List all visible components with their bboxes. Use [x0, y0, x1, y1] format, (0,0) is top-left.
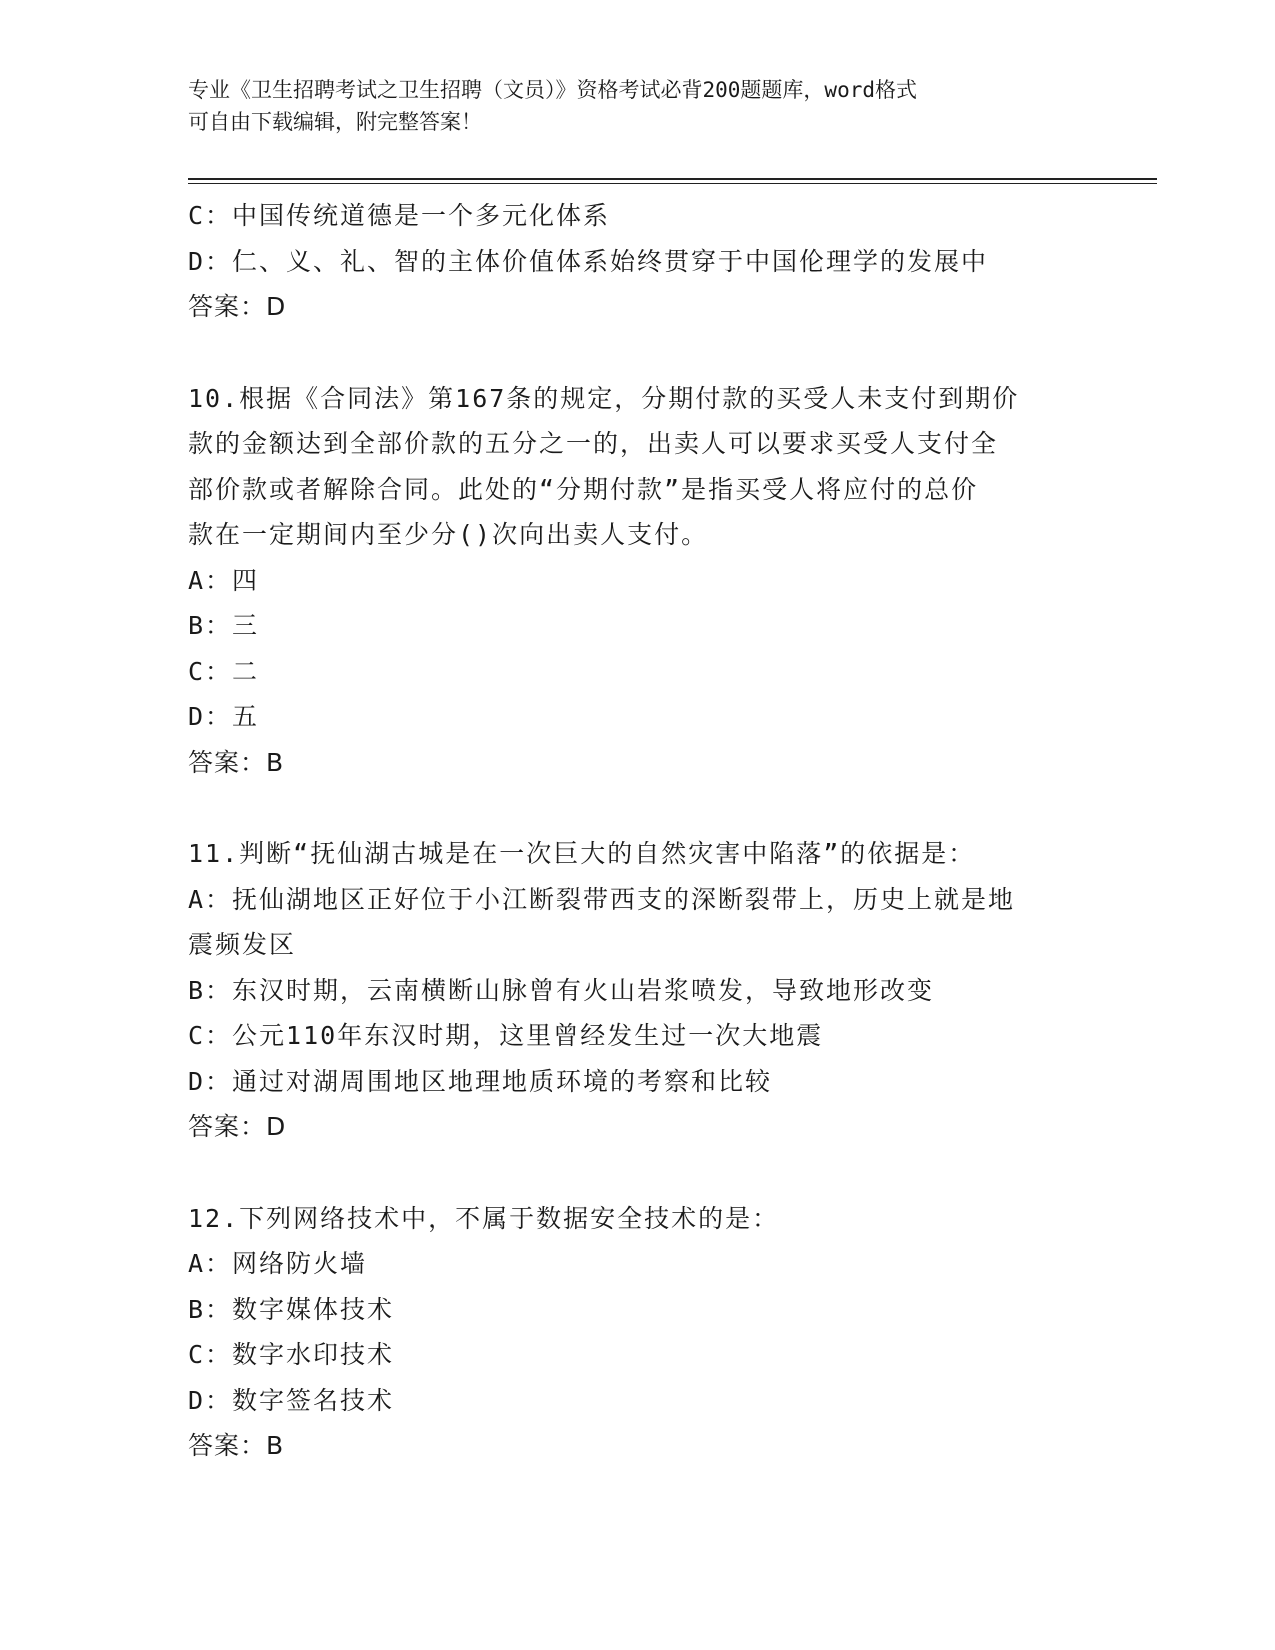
answer: 答案：D [188, 292, 287, 321]
header-rule-thin [188, 183, 1157, 184]
question-12 [188, 1196, 1088, 1469]
option-a: A：抚仙湖地区正好位于小江断裂带西支的深断裂带上，历史上就是地 [188, 884, 1016, 914]
option-d: D：五 [188, 702, 260, 731]
question-11 [188, 831, 1088, 1150]
option-b: B：东汉时期，云南横断山脉曾有火山岩浆喷发，导致地形改变 [188, 975, 935, 1005]
question-10 [188, 376, 1088, 786]
question-stem-line: 10.根据《合同法》第167条的规定，分期付款的买受人未支付到期价 [188, 383, 1020, 413]
option-b: B：三 [188, 611, 260, 640]
document-header [188, 74, 1068, 138]
option-d: D：数字签名技术 [188, 1385, 395, 1415]
question-list [188, 193, 1088, 1469]
option-a: A：四 [188, 565, 260, 595]
question-stem-line: 部价款或者解除合同。此处的“分期付款”是指买受人将应付的总价 [188, 474, 979, 504]
question-stem: 11.判断“抚仙湖古城是在一次巨大的自然灾害中陷落”的依据是： [188, 839, 976, 868]
option-a: A：网络防火墙 [188, 1249, 368, 1278]
header-rule-thick [188, 178, 1157, 180]
question-stem-line: 款的金额达到全部价款的五分之一的，出卖人可以要求买受人支付全 [188, 429, 999, 458]
option-d: D：通过对湖周围地区地理地质环境的考察和比较 [188, 1066, 773, 1096]
question-stem-line: 款在一定期间内至少分()次向出卖人支付。 [188, 520, 709, 549]
option-c: C：二 [188, 656, 260, 686]
question-stem: 12.下列网络技术中，不属于数据安全技术的是： [188, 1203, 780, 1233]
option-d: D：仁、义、礼、智的主体价值体系始终贯穿于中国伦理学的发展中 [188, 246, 989, 276]
option-c: C：公元110年东汉时期，这里曾经发生过一次大地震 [188, 1021, 824, 1050]
option-c: C：数字水印技术 [188, 1340, 395, 1369]
header-line-1: 专业《卫生招聘考试之卫生招聘（文员）》资格考试必背200题题库，word格式 [188, 78, 917, 102]
option-b: B：数字媒体技术 [188, 1294, 395, 1324]
answer: 答案：B [188, 747, 285, 777]
answer: 答案：D [188, 1112, 287, 1141]
answer: 答案：B [188, 1431, 285, 1460]
option-a-continued: 震频发区 [188, 930, 297, 959]
option-c: C：中国传统道德是一个多元化体系 [188, 201, 611, 230]
previous-question-tail [188, 193, 1088, 330]
header-line-2: 可自由下载编辑，附完整答案！ [188, 110, 482, 134]
